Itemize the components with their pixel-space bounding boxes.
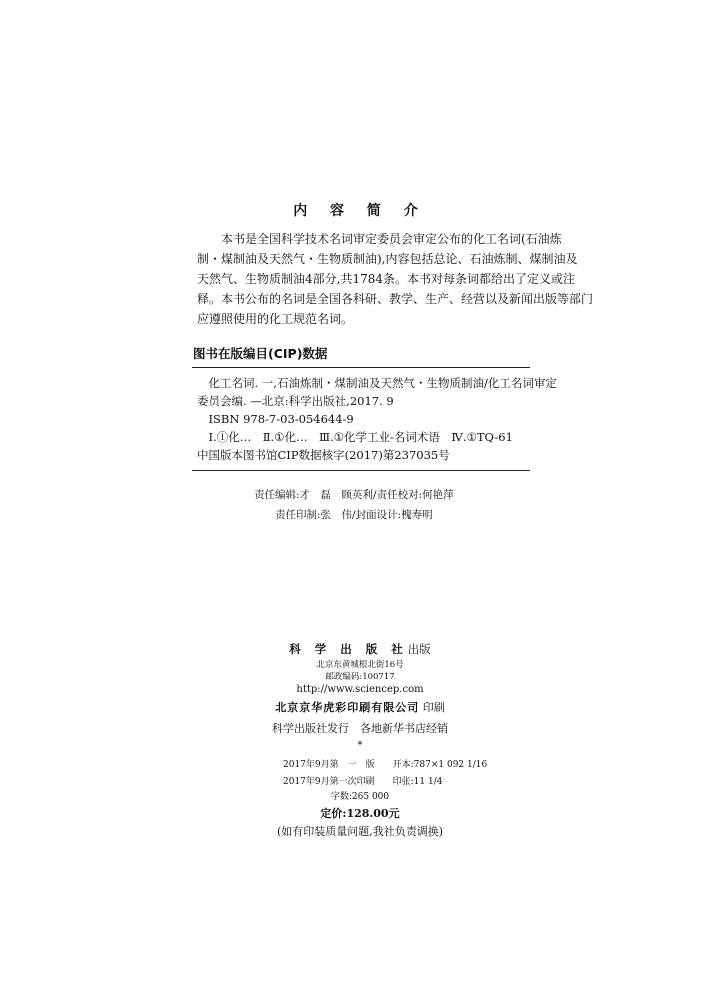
summary-text <box>197 229 594 329</box>
cip-line: 化工名词. 一,石油炼制・煤制油及天然气・生物质制油/化工名词审定 <box>197 376 557 390</box>
publisher-address: 北京东黄城根北街16号 <box>316 660 404 670</box>
summary-line: 天然气、生物质制油4部分,共1784条。本书对每条词都给出了定义或注 <box>197 272 575 286</box>
printer-name: 北京京华虎彩印刷有限公司 <box>275 701 420 714</box>
cip-line: Ⅰ.①化… Ⅱ.①化… Ⅲ.①化学工业-名词术语 Ⅳ.①TQ-61 <box>197 430 513 444</box>
summary-line: 释。本书公布的名词是全国各科研、教学、生产、经营以及新闻出版等部门 <box>197 292 594 306</box>
cip-line: ISBN 978-7-03-054644-9 <box>197 412 354 426</box>
word-count: 字数:265 000 <box>330 792 390 802</box>
separator-star: * <box>357 740 363 751</box>
summary-title: 内 容 简 介 <box>293 203 427 219</box>
editor-credits <box>254 485 454 525</box>
printer-line <box>0 699 720 715</box>
cip-data <box>197 374 557 464</box>
editor-line: 责任编辑:才 磊 顾英利/责任校对:何艳萍 <box>254 489 454 501</box>
summary-line: 本书是全国科学技术名词审定委员会审定公布的化工名词(石油炼 <box>197 232 562 246</box>
distribution-line: 科学出版社发行 各地新华书店经销 <box>272 722 448 735</box>
summary-line: 应遵照使用的化工规范名词。 <box>197 312 354 326</box>
publisher-line <box>0 641 720 657</box>
cip-line: 委员会编. —北京:科学出版社,2017. 9 <box>197 394 394 408</box>
publisher-url: http://www.sciencep.com <box>296 684 424 695</box>
cip-bottom-rule <box>192 470 530 471</box>
summary-line: 制・煤制油及天然气・生物质制油),内容包括总论、石油炼制、煤制油及 <box>197 252 578 266</box>
printing-line: 2017年9月第一次印刷 印张:11 1/4 <box>283 777 443 787</box>
cip-top-rule <box>192 367 530 368</box>
publisher-suffix: 出版 <box>407 642 431 656</box>
price: 定价:128.00元 <box>320 807 400 820</box>
edition-line: 2017年9月第 一 版 开本:787×1 092 1/16 <box>283 760 488 770</box>
quality-notice: (如有印装质量问题,我社负责调换) <box>276 825 444 838</box>
publisher-postcode: 邮政编码:100717 <box>325 672 395 682</box>
editor-line: 责任印制:张 伟/封面设计:槐寿明 <box>275 509 433 521</box>
publisher-name: 科 学 出 版 社 <box>289 642 408 656</box>
cip-heading: 图书在版编目(CIP)数据 <box>193 346 328 361</box>
cip-line: 中国版本图书馆CIP数据核字(2017)第237035号 <box>197 448 450 462</box>
printer-suffix: 印刷 <box>422 701 445 714</box>
